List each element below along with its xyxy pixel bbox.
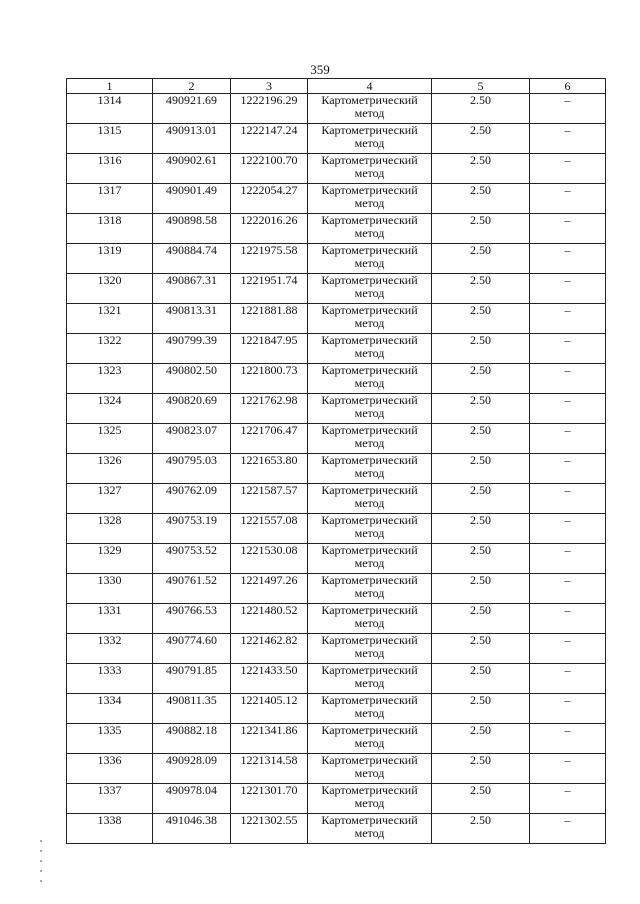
- method-line-2: метод: [354, 496, 385, 510]
- point-number-cell: 1330: [67, 574, 153, 604]
- table-row: [67, 784, 606, 814]
- method-line-2: метод: [354, 796, 385, 810]
- method-line-2: метод: [354, 316, 385, 330]
- point-number-cell: 1327: [67, 484, 153, 514]
- method-line-1: Картометрический: [321, 393, 418, 407]
- note-cell: –: [530, 244, 606, 274]
- x-coordinate-cell: 490928.09: [153, 754, 231, 784]
- method-line-2: метод: [354, 106, 385, 120]
- y-coordinate-cell: 1221314.58: [231, 754, 308, 784]
- note-cell: –: [530, 784, 606, 814]
- method-line-1: Картометрический: [321, 303, 418, 317]
- y-coordinate-cell: 1221762.98: [231, 394, 308, 424]
- accuracy-cell: 2.50: [432, 544, 530, 574]
- method-cell: [308, 754, 432, 784]
- accuracy-cell: 2.50: [432, 724, 530, 754]
- accuracy-cell: 2.50: [432, 304, 530, 334]
- accuracy-cell: 2.50: [432, 634, 530, 664]
- x-coordinate-cell: 490978.04: [153, 784, 231, 814]
- accuracy-cell: 2.50: [432, 184, 530, 214]
- method-line-2: метод: [354, 766, 385, 780]
- y-coordinate-cell: 1221480.52: [231, 604, 308, 634]
- method-line-1: Картометрический: [321, 423, 418, 437]
- y-coordinate-cell: 1221706.47: [231, 424, 308, 454]
- y-coordinate-cell: 1221433.50: [231, 664, 308, 694]
- table-row: [67, 604, 606, 634]
- table-row: [67, 724, 606, 754]
- method-line-2: метод: [354, 676, 385, 690]
- method-line-2: метод: [354, 196, 385, 210]
- table-row: [67, 94, 606, 124]
- x-coordinate-cell: 490901.49: [153, 184, 231, 214]
- method-line-1: Картометрический: [321, 333, 418, 347]
- x-coordinate-cell: 490753.52: [153, 544, 231, 574]
- method-cell: [308, 694, 432, 724]
- note-cell: –: [530, 814, 606, 844]
- point-number-cell: 1326: [67, 454, 153, 484]
- accuracy-cell: 2.50: [432, 394, 530, 424]
- point-number-cell: 1319: [67, 244, 153, 274]
- accuracy-cell: 2.50: [432, 694, 530, 724]
- point-number-cell: 1321: [67, 304, 153, 334]
- note-cell: –: [530, 664, 606, 694]
- point-number-cell: 1336: [67, 754, 153, 784]
- point-number-cell: 1338: [67, 814, 153, 844]
- y-coordinate-cell: 1222147.24: [231, 124, 308, 154]
- y-coordinate-cell: 1222016.26: [231, 214, 308, 244]
- method-line-2: метод: [354, 826, 385, 840]
- method-line-2: метод: [354, 436, 385, 450]
- method-line-1: Картометрический: [321, 663, 418, 677]
- method-cell: [308, 274, 432, 304]
- x-coordinate-cell: 490884.74: [153, 244, 231, 274]
- method-line-1: Картометрический: [321, 213, 418, 227]
- x-coordinate-cell: 490882.18: [153, 724, 231, 754]
- table-row: [67, 514, 606, 544]
- accuracy-cell: 2.50: [432, 664, 530, 694]
- point-number-cell: 1322: [67, 334, 153, 364]
- y-coordinate-cell: 1221557.08: [231, 514, 308, 544]
- x-coordinate-cell: 490820.69: [153, 394, 231, 424]
- accuracy-cell: 2.50: [432, 94, 530, 124]
- accuracy-cell: 2.50: [432, 274, 530, 304]
- x-coordinate-cell: 490867.31: [153, 274, 231, 304]
- note-cell: –: [530, 604, 606, 634]
- y-coordinate-cell: 1221497.26: [231, 574, 308, 604]
- point-number-cell: 1334: [67, 694, 153, 724]
- column-header: 5: [432, 79, 530, 94]
- note-cell: –: [530, 754, 606, 784]
- point-number-cell: 1320: [67, 274, 153, 304]
- note-cell: –: [530, 214, 606, 244]
- note-cell: –: [530, 634, 606, 664]
- method-cell: [308, 784, 432, 814]
- method-line-1: Картометрический: [321, 273, 418, 287]
- table-row: [67, 124, 606, 154]
- method-cell: [308, 604, 432, 634]
- method-line-1: Картометрический: [321, 243, 418, 257]
- method-line-1: Картометрический: [321, 633, 418, 647]
- point-number-cell: 1315: [67, 124, 153, 154]
- accuracy-cell: 2.50: [432, 784, 530, 814]
- y-coordinate-cell: 1222054.27: [231, 184, 308, 214]
- note-cell: –: [530, 364, 606, 394]
- x-coordinate-cell: 490811.35: [153, 694, 231, 724]
- method-line-1: Картометрический: [321, 693, 418, 707]
- method-line-2: метод: [354, 556, 385, 570]
- table-row: [67, 364, 606, 394]
- method-line-1: Картометрический: [321, 603, 418, 617]
- x-coordinate-cell: 490761.52: [153, 574, 231, 604]
- method-cell: [308, 574, 432, 604]
- table-row: [67, 394, 606, 424]
- point-number-cell: 1314: [67, 94, 153, 124]
- column-header: 4: [308, 79, 432, 94]
- note-cell: –: [530, 154, 606, 184]
- method-line-2: метод: [354, 466, 385, 480]
- y-coordinate-cell: 1221341.86: [231, 724, 308, 754]
- column-header: 6: [530, 79, 606, 94]
- method-line-1: Картометрический: [321, 153, 418, 167]
- y-coordinate-cell: 1221653.80: [231, 454, 308, 484]
- table-row: [67, 274, 606, 304]
- method-cell: [308, 304, 432, 334]
- point-number-cell: 1331: [67, 604, 153, 634]
- column-header: 1: [67, 79, 153, 94]
- x-coordinate-cell: 490813.31: [153, 304, 231, 334]
- page-number: 359: [310, 62, 330, 77]
- method-cell: [308, 184, 432, 214]
- y-coordinate-cell: 1221530.08: [231, 544, 308, 574]
- x-coordinate-cell: 490913.01: [153, 124, 231, 154]
- x-coordinate-cell: 490795.03: [153, 454, 231, 484]
- column-header: 2: [153, 79, 231, 94]
- table-header-row: [67, 79, 606, 94]
- y-coordinate-cell: 1221405.12: [231, 694, 308, 724]
- y-coordinate-cell: 1221881.88: [231, 304, 308, 334]
- note-cell: –: [530, 274, 606, 304]
- note-cell: –: [530, 184, 606, 214]
- column-header: 3: [231, 79, 308, 94]
- note-cell: –: [530, 334, 606, 364]
- point-number-cell: 1333: [67, 664, 153, 694]
- method-cell: [308, 814, 432, 844]
- method-line-2: метод: [354, 346, 385, 360]
- method-cell: [308, 544, 432, 574]
- method-line-1: Картометрический: [321, 123, 418, 137]
- y-coordinate-cell: 1221301.70: [231, 784, 308, 814]
- y-coordinate-cell: 1222196.29: [231, 94, 308, 124]
- table-row: [67, 454, 606, 484]
- accuracy-cell: 2.50: [432, 574, 530, 604]
- method-cell: [308, 244, 432, 274]
- method-line-1: Картометрический: [321, 573, 418, 587]
- accuracy-cell: 2.50: [432, 364, 530, 394]
- method-cell: [308, 334, 432, 364]
- table-row: [67, 484, 606, 514]
- y-coordinate-cell: 1221951.74: [231, 274, 308, 304]
- method-line-2: метод: [354, 526, 385, 540]
- method-line-2: метод: [354, 706, 385, 720]
- method-line-2: метод: [354, 616, 385, 630]
- x-coordinate-cell: 490802.50: [153, 364, 231, 394]
- x-coordinate-cell: 490902.61: [153, 154, 231, 184]
- note-cell: –: [530, 484, 606, 514]
- scan-artifact-dots: [40, 840, 44, 890]
- table-row: [67, 754, 606, 784]
- method-line-2: метод: [354, 406, 385, 420]
- table-row: [67, 694, 606, 724]
- table-row: [67, 664, 606, 694]
- method-cell: [308, 724, 432, 754]
- method-cell: [308, 154, 432, 184]
- method-cell: [308, 664, 432, 694]
- accuracy-cell: 2.50: [432, 604, 530, 634]
- method-cell: [308, 124, 432, 154]
- y-coordinate-cell: 1221847.95: [231, 334, 308, 364]
- method-line-2: метод: [354, 256, 385, 270]
- x-coordinate-cell: 491046.38: [153, 814, 231, 844]
- note-cell: –: [530, 304, 606, 334]
- method-line-1: Картометрический: [321, 783, 418, 797]
- table-row: [67, 304, 606, 334]
- method-line-2: метод: [354, 376, 385, 390]
- method-line-1: Картометрический: [321, 723, 418, 737]
- point-number-cell: 1318: [67, 214, 153, 244]
- point-number-cell: 1323: [67, 364, 153, 394]
- note-cell: –: [530, 724, 606, 754]
- table-row: [67, 574, 606, 604]
- point-number-cell: 1335: [67, 724, 153, 754]
- x-coordinate-cell: 490823.07: [153, 424, 231, 454]
- y-coordinate-cell: 1221462.82: [231, 634, 308, 664]
- table-row: [67, 214, 606, 244]
- point-number-cell: 1317: [67, 184, 153, 214]
- method-line-1: Картометрический: [321, 483, 418, 497]
- accuracy-cell: 2.50: [432, 154, 530, 184]
- x-coordinate-cell: 490799.39: [153, 334, 231, 364]
- point-number-cell: 1329: [67, 544, 153, 574]
- method-cell: [308, 364, 432, 394]
- note-cell: –: [530, 394, 606, 424]
- method-line-1: Картометрический: [321, 513, 418, 527]
- table-row: [67, 334, 606, 364]
- note-cell: –: [530, 694, 606, 724]
- method-line-1: Картометрический: [321, 543, 418, 557]
- point-number-cell: 1325: [67, 424, 153, 454]
- method-cell: [308, 424, 432, 454]
- method-line-1: Картометрический: [321, 183, 418, 197]
- method-cell: [308, 634, 432, 664]
- y-coordinate-cell: 1221302.55: [231, 814, 308, 844]
- method-cell: [308, 214, 432, 244]
- coordinates-table: [66, 78, 606, 844]
- x-coordinate-cell: 490791.85: [153, 664, 231, 694]
- accuracy-cell: 2.50: [432, 334, 530, 364]
- table-row: [67, 814, 606, 844]
- method-cell: [308, 514, 432, 544]
- y-coordinate-cell: 1221587.57: [231, 484, 308, 514]
- accuracy-cell: 2.50: [432, 484, 530, 514]
- method-line-1: Картометрический: [321, 753, 418, 767]
- x-coordinate-cell: 490766.53: [153, 604, 231, 634]
- note-cell: –: [530, 124, 606, 154]
- method-line-1: Картометрический: [321, 93, 418, 107]
- note-cell: –: [530, 574, 606, 604]
- table-row: [67, 154, 606, 184]
- method-cell: [308, 394, 432, 424]
- point-number-cell: 1316: [67, 154, 153, 184]
- accuracy-cell: 2.50: [432, 424, 530, 454]
- y-coordinate-cell: 1221800.73: [231, 364, 308, 394]
- table-row: [67, 544, 606, 574]
- method-cell: [308, 484, 432, 514]
- y-coordinate-cell: 1222100.70: [231, 154, 308, 184]
- method-line-2: метод: [354, 286, 385, 300]
- table-row: [67, 244, 606, 274]
- method-cell: [308, 454, 432, 484]
- table-row: [67, 424, 606, 454]
- y-coordinate-cell: 1221975.58: [231, 244, 308, 274]
- note-cell: –: [530, 514, 606, 544]
- accuracy-cell: 2.50: [432, 754, 530, 784]
- method-line-2: метод: [354, 226, 385, 240]
- note-cell: –: [530, 454, 606, 484]
- accuracy-cell: 2.50: [432, 244, 530, 274]
- accuracy-cell: 2.50: [432, 124, 530, 154]
- method-line-1: Картометрический: [321, 453, 418, 467]
- method-line-2: метод: [354, 646, 385, 660]
- method-line-2: метод: [354, 166, 385, 180]
- accuracy-cell: 2.50: [432, 454, 530, 484]
- point-number-cell: 1332: [67, 634, 153, 664]
- accuracy-cell: 2.50: [432, 814, 530, 844]
- point-number-cell: 1324: [67, 394, 153, 424]
- note-cell: –: [530, 94, 606, 124]
- x-coordinate-cell: 490898.58: [153, 214, 231, 244]
- method-line-2: метод: [354, 736, 385, 750]
- x-coordinate-cell: 490921.69: [153, 94, 231, 124]
- note-cell: –: [530, 544, 606, 574]
- point-number-cell: 1328: [67, 514, 153, 544]
- method-cell: [308, 94, 432, 124]
- table-row: [67, 634, 606, 664]
- x-coordinate-cell: 490774.60: [153, 634, 231, 664]
- accuracy-cell: 2.50: [432, 514, 530, 544]
- method-line-2: метод: [354, 586, 385, 600]
- table-row: [67, 184, 606, 214]
- x-coordinate-cell: 490762.09: [153, 484, 231, 514]
- accuracy-cell: 2.50: [432, 214, 530, 244]
- method-line-1: Картометрический: [321, 363, 418, 377]
- note-cell: –: [530, 424, 606, 454]
- method-line-1: Картометрический: [321, 813, 418, 827]
- x-coordinate-cell: 490753.19: [153, 514, 231, 544]
- method-line-2: метод: [354, 136, 385, 150]
- point-number-cell: 1337: [67, 784, 153, 814]
